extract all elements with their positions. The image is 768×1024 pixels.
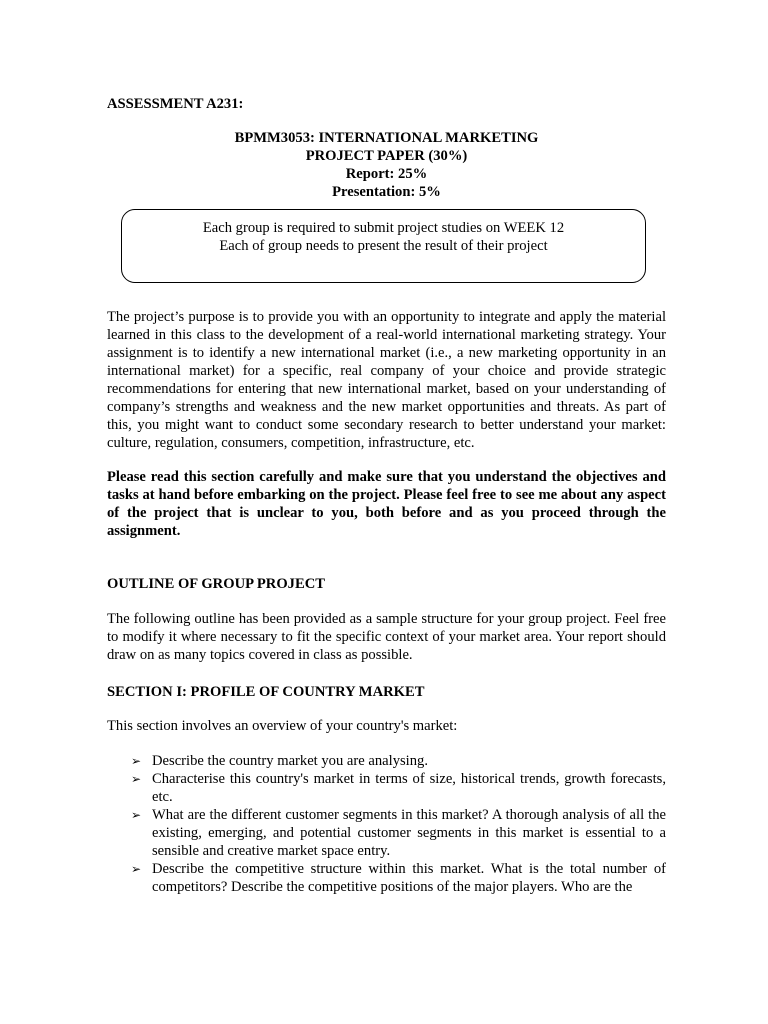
report-weight: Report: 25% (345, 166, 428, 182)
arrowhead-bullet-icon: ➢ (131, 862, 142, 876)
assessment-code: ASSESSMENT A231: (107, 96, 244, 112)
section-1-heading: SECTION I: PROFILE OF COUNTRY MARKET (107, 684, 425, 700)
paper-weight: PROJECT PAPER (30%) (305, 148, 468, 164)
list-item (107, 860, 666, 896)
bullet-text: Describe the country market you are analysing. (152, 753, 428, 769)
submission-notice-box (121, 209, 646, 283)
outline-heading: OUTLINE OF GROUP PROJECT (107, 576, 325, 592)
instruction-paragraph: Please read this section carefully and make sure that you understand the objectives and tasks at hand before embarking on the project. Please feel free to see me about any aspect of the project that is unclear to you, both before and as you proceed through the assignment. (107, 469, 666, 539)
section-1-bullet-list (107, 752, 666, 896)
list-item (107, 752, 666, 770)
course-title: BPMM3053: INTERNATIONAL MARKETING (234, 130, 539, 146)
presentation-weight: Presentation: 5% (332, 184, 441, 200)
notice-line-1: Each group is required to submit project studies on WEEK 12 (202, 220, 565, 236)
arrowhead-bullet-icon: ➢ (131, 754, 142, 768)
purpose-paragraph: The project’s purpose is to provide you with an opportunity to integrate and apply the material learned in this class to the development of a real-world international marketing strategy. Your assignment is to identify a new international market (i.e., a new marketing opportunity in an international market) for a specific, real company of your choice and provide strategic recommendations for entering that new international market, based on your understanding of company’s strengths and weakness and the new market opportunities and threats. As part of this, you might want to conduct some secondary research to better understand your market: culture, regulation, consumers, competition, infrastructure, etc. (107, 309, 666, 451)
outline-paragraph: The following outline has been provided as a sample structure for your group project. Feel free to modify it where necessary to fit the specific context of your market area. Your report should draw on as many topics covered in class as possible. (107, 611, 666, 663)
list-item (107, 806, 666, 860)
list-item (107, 770, 666, 806)
bullet-text: Characterise this country's market in terms of size, historical trends, growth forecasts, etc. (152, 771, 666, 805)
bullet-text: Describe the competitive structure within this market. What is the total number of competitors? Describe the competitive positions of the major players. Who are the (152, 861, 666, 895)
arrowhead-bullet-icon: ➢ (131, 808, 142, 822)
section-1-intro: This section involves an overview of your country's market: (107, 718, 458, 734)
bullet-text: What are the different customer segments in this market? A thorough analysis of all the existing, emerging, and potential customer segments in this market is essential to a sensible and creative market space entry. (152, 807, 666, 859)
notice-line-2: Each of group needs to present the result of their project (219, 238, 548, 254)
title-block (107, 129, 666, 201)
arrowhead-bullet-icon: ➢ (131, 772, 142, 786)
